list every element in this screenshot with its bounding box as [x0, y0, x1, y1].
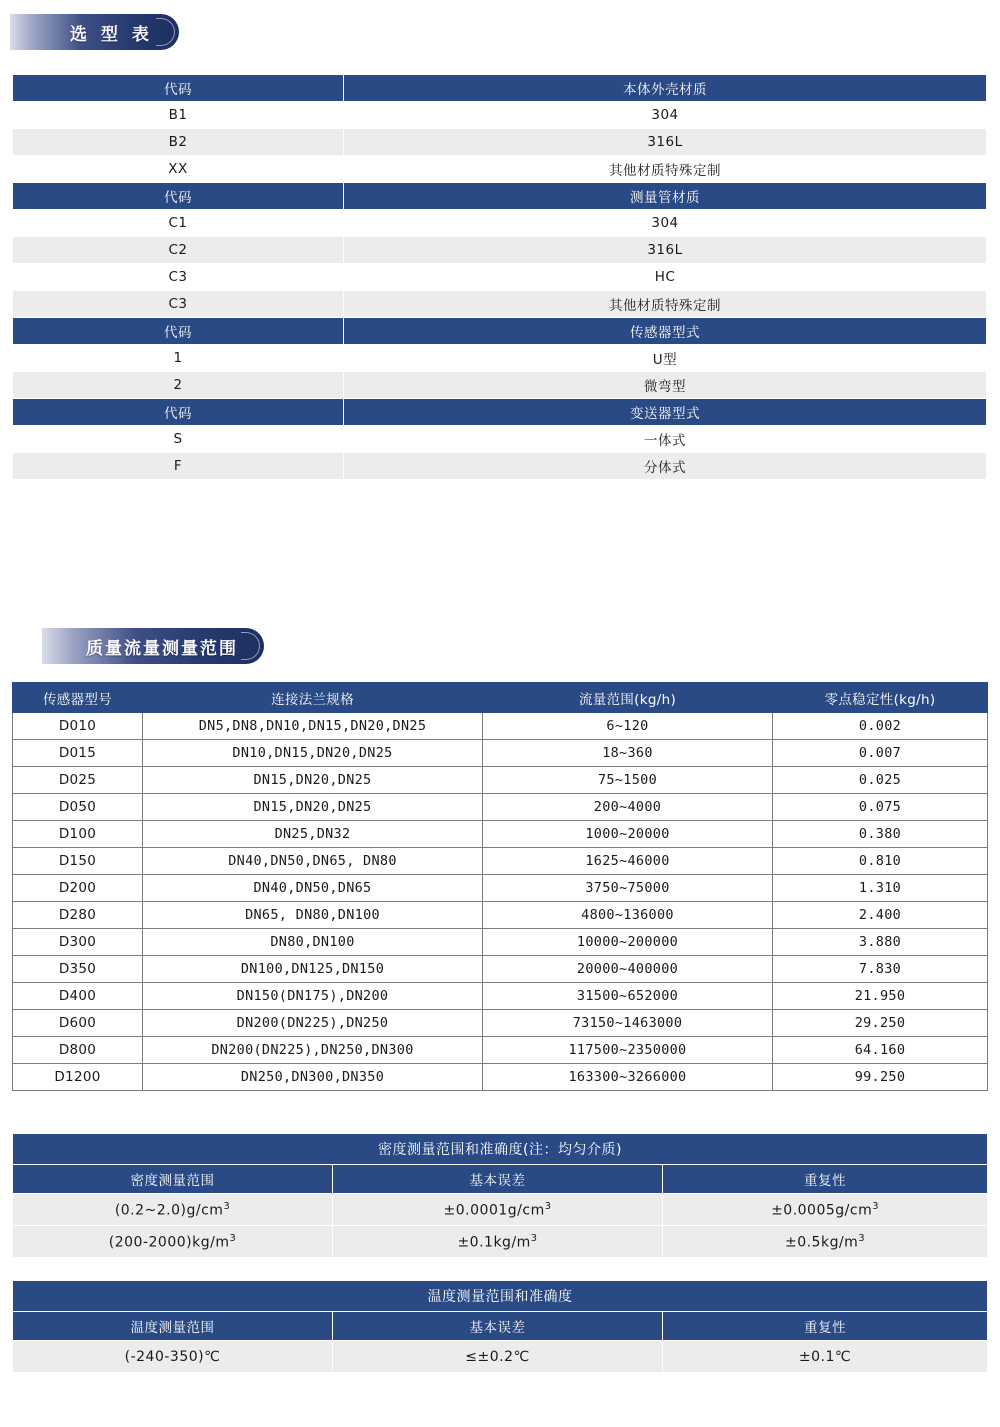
selection-code-cell: B2: [13, 129, 344, 156]
selection-banner-shape: [10, 14, 179, 50]
temperature-cell: ±0.1℃: [663, 1341, 988, 1373]
flow-cell: 3750~75000: [483, 875, 773, 902]
flow-cell: 1000~20000: [483, 821, 773, 848]
flow-cell: DN25,DN32: [143, 821, 483, 848]
density-cell: $\pm 0.0001g/cm^3$: [333, 1194, 663, 1226]
table-row: [13, 372, 987, 399]
flow-cell: 73150~1463000: [483, 1010, 773, 1037]
selection-desc-cell: 其他材质特殊定制: [344, 291, 987, 318]
selection-desc-cell: HC: [344, 264, 987, 291]
table-row: [13, 291, 987, 318]
temperature-table: [12, 1280, 988, 1373]
flow-cell: 7.830: [773, 956, 988, 983]
selection-desc-cell: 304: [344, 102, 987, 129]
flow-cell: 31500~652000: [483, 983, 773, 1010]
table-row: [13, 1010, 988, 1037]
density-title: 密度测量范围和准确度(注：均匀介质): [13, 1134, 988, 1165]
density-header-cell: 基本误差: [333, 1165, 663, 1194]
flow-cell: 6~120: [483, 713, 773, 740]
flow-cell: DN80,DN100: [143, 929, 483, 956]
density-header-row: [13, 1165, 988, 1194]
table-row: [13, 210, 987, 237]
selection-header-code: 代码: [13, 75, 344, 102]
flow-header-cell: 零点稳定性(kg/h): [773, 683, 988, 713]
table-row: [13, 237, 987, 264]
flow-cell: 0.380: [773, 821, 988, 848]
table-row: [13, 453, 987, 480]
selection-code-cell: S: [13, 426, 344, 453]
flow-cell: 163300~3266000: [483, 1064, 773, 1091]
selection-group-header: [13, 399, 987, 426]
table-row: [13, 1064, 988, 1091]
selection-code-cell: XX: [13, 156, 344, 183]
selection-code-cell: F: [13, 453, 344, 480]
table-row: [13, 821, 988, 848]
selection-code-cell: C3: [13, 264, 344, 291]
flow-cell: D1200: [13, 1064, 143, 1091]
flow-cell: DN40,DN50,DN65, DN80: [143, 848, 483, 875]
selection-code-cell: C1: [13, 210, 344, 237]
selection-desc-cell: 316L: [344, 237, 987, 264]
density-cell: $(200-2000)kg/m^3$: [13, 1226, 333, 1258]
table-row: [13, 264, 987, 291]
table-row: [13, 1037, 988, 1064]
table-row: [13, 983, 988, 1010]
selection-group-header: [13, 75, 987, 102]
table-row: [13, 102, 987, 129]
selection-desc-cell: 304: [344, 210, 987, 237]
table-row: [13, 902, 988, 929]
flow-cell: 0.002: [773, 713, 988, 740]
flow-header-cell: 传感器型号: [13, 683, 143, 713]
flow-cell: 3.880: [773, 929, 988, 956]
flow-header-cell: 连接法兰规格: [143, 683, 483, 713]
flow-cell: 29.250: [773, 1010, 988, 1037]
flow-cell: 64.160: [773, 1037, 988, 1064]
selection-header-desc: 本体外壳材质: [344, 75, 987, 102]
selection-code-cell: 2: [13, 372, 344, 399]
flow-cell: 75~1500: [483, 767, 773, 794]
selection-section: [0, 0, 1000, 480]
flow-table-header: [13, 683, 988, 713]
flow-cell: D300: [13, 929, 143, 956]
table-row: [13, 767, 988, 794]
selection-desc-cell: 分体式: [344, 453, 987, 480]
flow-cell: DN250,DN300,DN350: [143, 1064, 483, 1091]
flow-cell: DN65, DN80,DN100: [143, 902, 483, 929]
selection-desc-cell: 316L: [344, 129, 987, 156]
table-row: [13, 129, 987, 156]
superscript: 3: [858, 1232, 866, 1244]
temperature-cell: (-240-350)℃: [13, 1341, 333, 1373]
flow-cell: 200~4000: [483, 794, 773, 821]
density-cell: $(0.2\sim 2.0)g/cm^3$: [13, 1194, 333, 1226]
temperature-title-row: [13, 1281, 988, 1312]
flow-cell: DN5,DN8,DN10,DN15,DN20,DN25: [143, 713, 483, 740]
flow-cell: D350: [13, 956, 143, 983]
flow-cell: D015: [13, 740, 143, 767]
density-header-cell: 重复性: [663, 1165, 988, 1194]
density-header-cell: 密度测量范围: [13, 1165, 333, 1194]
flow-header-cell: 流量范围(kg/h): [483, 683, 773, 713]
selection-header-desc: 传感器型式: [344, 318, 987, 345]
table-row: [13, 156, 987, 183]
selection-table: [12, 74, 987, 480]
selection-code-cell: B1: [13, 102, 344, 129]
superscript: 3: [872, 1200, 879, 1212]
selection-group-header: [13, 183, 987, 210]
flow-cell: D010: [13, 713, 143, 740]
table-row: [13, 875, 988, 902]
flow-cell: DN40,DN50,DN65: [143, 875, 483, 902]
table-row: [13, 740, 988, 767]
selection-code-cell: C2: [13, 237, 344, 264]
flow-cell: 4800~136000: [483, 902, 773, 929]
table-row: [13, 1226, 988, 1258]
selection-header-code: 代码: [13, 318, 344, 345]
table-row: [13, 1194, 988, 1226]
flow-banner-shape: [42, 628, 264, 664]
flow-banner: [42, 628, 1000, 664]
selection-desc-cell: 微弯型: [344, 372, 987, 399]
flow-cell: D150: [13, 848, 143, 875]
selection-desc-cell: U型: [344, 345, 987, 372]
selection-code-cell: 1: [13, 345, 344, 372]
table-row: [13, 848, 988, 875]
table-row: [13, 794, 988, 821]
selection-desc-cell: 一体式: [344, 426, 987, 453]
flow-cell: 99.250: [773, 1064, 988, 1091]
flow-section: [0, 480, 1000, 1091]
flow-cell: DN200(DN225),DN250,DN300: [143, 1037, 483, 1064]
flow-cell: D400: [13, 983, 143, 1010]
superscript: 3: [530, 1232, 538, 1244]
temperature-header-cell: 重复性: [663, 1312, 988, 1341]
flow-cell: D050: [13, 794, 143, 821]
table-row: [13, 1341, 988, 1373]
superscript: 3: [229, 1232, 237, 1244]
flow-cell: D200: [13, 875, 143, 902]
flow-cell: 0.810: [773, 848, 988, 875]
flow-cell: 117500~2350000: [483, 1037, 773, 1064]
flow-cell: 10000~200000: [483, 929, 773, 956]
flow-cell: DN15,DN20,DN25: [143, 767, 483, 794]
superscript: 3: [223, 1200, 231, 1212]
flow-cell: 2.400: [773, 902, 988, 929]
flow-cell: DN150(DN175),DN200: [143, 983, 483, 1010]
flow-cell: D100: [13, 821, 143, 848]
selection-group-header: [13, 318, 987, 345]
flow-cell: DN200(DN225),DN250: [143, 1010, 483, 1037]
selection-header-desc: 测量管材质: [344, 183, 987, 210]
selection-banner-title: 选 型 表: [70, 24, 153, 45]
density-table: [12, 1133, 988, 1258]
flow-cell: 0.007: [773, 740, 988, 767]
density-cell: $\pm 0.0005g/cm^3$: [663, 1194, 988, 1226]
density-cell: $\pm 0.1kg/m^3$: [333, 1226, 663, 1258]
flow-cell: 0.075: [773, 794, 988, 821]
table-row: [13, 956, 988, 983]
temperature-header-cell: 温度测量范围: [13, 1312, 333, 1341]
flow-range-table: [12, 682, 988, 1091]
table-row: [13, 345, 987, 372]
temperature-header-cell: 基本误差: [333, 1312, 663, 1341]
flow-banner-title: 质量流量测量范围: [86, 638, 238, 659]
flow-cell: D280: [13, 902, 143, 929]
density-cell: $\pm 0.5kg/m^3$: [663, 1226, 988, 1258]
selection-header-code: 代码: [13, 399, 344, 426]
selection-code-cell: C3: [13, 291, 344, 318]
table-row: [13, 929, 988, 956]
density-title-row: [13, 1134, 988, 1165]
temperature-cell: ≤±0.2℃: [333, 1341, 663, 1373]
flow-cell: DN10,DN15,DN20,DN25: [143, 740, 483, 767]
flow-cell: 20000~400000: [483, 956, 773, 983]
selection-header-desc: 变送器型式: [344, 399, 987, 426]
flow-cell: DN100,DN125,DN150: [143, 956, 483, 983]
flow-cell: 21.950: [773, 983, 988, 1010]
selection-desc-cell: 其他材质特殊定制: [344, 156, 987, 183]
table-row: [13, 713, 988, 740]
flow-cell: 18~360: [483, 740, 773, 767]
superscript: 3: [544, 1200, 552, 1212]
flow-cell: D600: [13, 1010, 143, 1037]
table-row: [13, 426, 987, 453]
flow-cell: 1625~46000: [483, 848, 773, 875]
flow-cell: DN15,DN20,DN25: [143, 794, 483, 821]
flow-cell: 0.025: [773, 767, 988, 794]
selection-header-code: 代码: [13, 183, 344, 210]
selection-banner: [10, 14, 1000, 50]
temperature-header-row: [13, 1312, 988, 1341]
flow-cell: D800: [13, 1037, 143, 1064]
temperature-title: 温度测量范围和准确度: [13, 1281, 988, 1312]
flow-cell: D025: [13, 767, 143, 794]
flow-cell: 1.310: [773, 875, 988, 902]
